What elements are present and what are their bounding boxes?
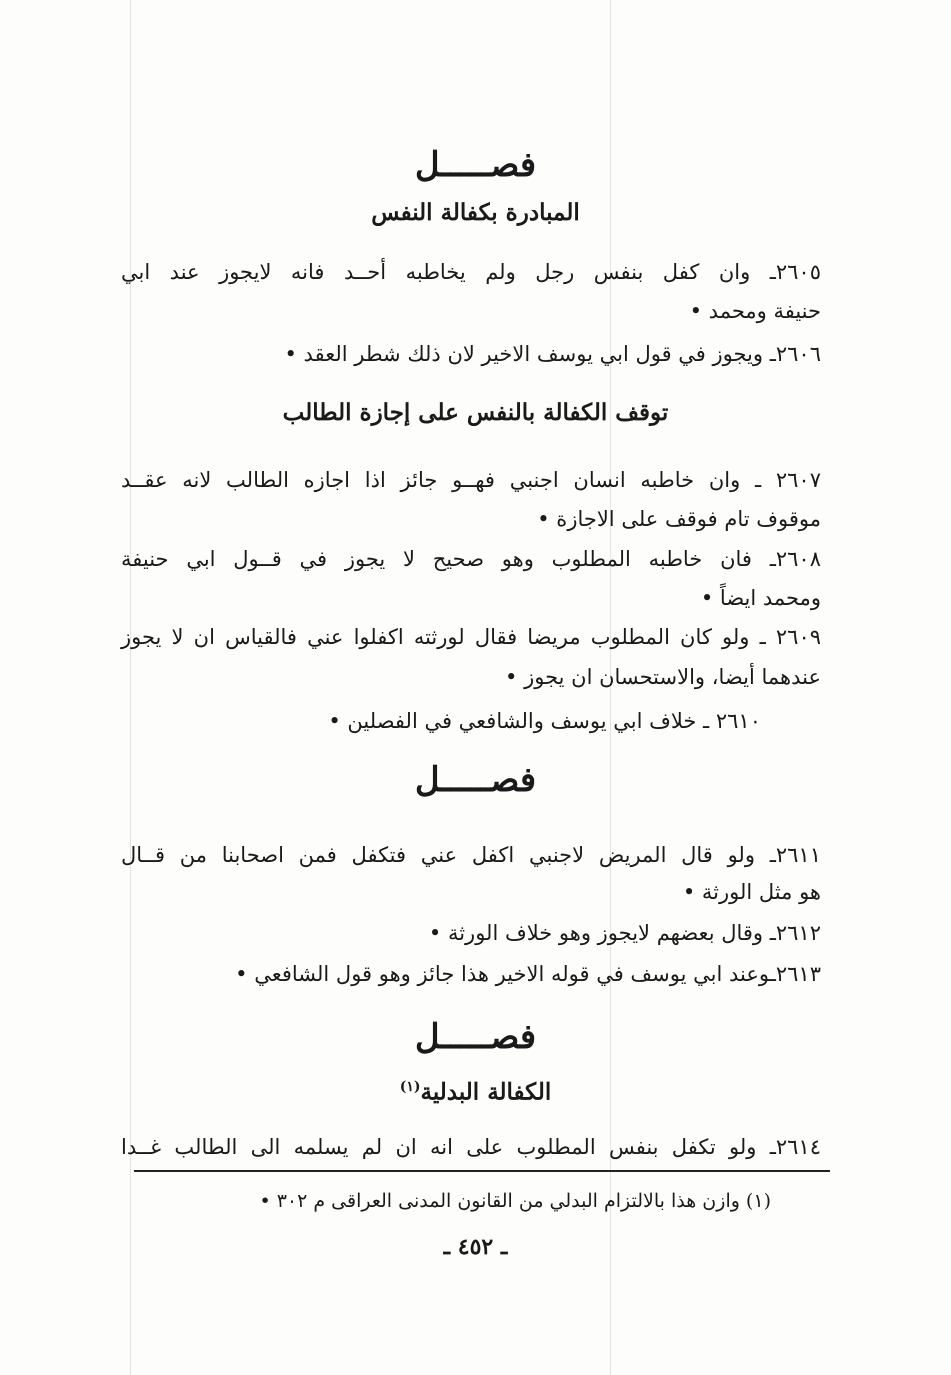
page-number: ـ ٤٥٢ ـ: [443, 1234, 508, 1260]
section-heading: توقف الكفالة بالنفس على إجازة الطالب: [282, 399, 669, 426]
section-title: فصـــــل: [414, 760, 537, 800]
footnote-divider: [134, 1170, 830, 1172]
section-title: فصـــــل: [414, 145, 537, 185]
paragraph-2614: ٢٦١٤ـ ولو تكفل بنفس المطلوب على انه ان لم يسلمه الى الطالب غــدا: [121, 1135, 821, 1159]
footnote-marker: (١): [399, 1079, 421, 1095]
paragraph-2606: ٢٦٠٦ـ ويجوز في قول ابي يوسف الاخير لان ذلك شطر العقد •: [284, 342, 821, 366]
paragraph-2612: ٢٦١٢ـ وقال بعضهم لايجوز وهو خلاف الورثة •: [428, 921, 821, 945]
paragraph-2607: ٢٦٠٧ ـ وان خاطبه انسان اجنبي فهــو جائز اذا اجازه الطالب لانه عقــد: [121, 468, 821, 492]
paragraph-2605-cont: حنيفة ومحمد •: [689, 299, 821, 323]
paragraph-2610: ٢٦١٠ ـ خلاف ابي يوسف والشافعي في الفصلين •: [328, 709, 761, 733]
section-heading: [0, 1072, 951, 1108]
paragraph-2605: ٢٦٠٥ـ وان كفل بنفس رجل ولم يخاطبه أحــد فانه لايجوز عند ابي: [121, 260, 821, 284]
paragraph-2609: ٢٦٠٩ ـ ولو كان المطلوب مريضا فقال لورثته اكفلوا عني فالقياس ان لا يجوز: [121, 625, 822, 649]
heading-text: الكفالة البدلية: [420, 1078, 552, 1106]
paragraph-2611: ٢٦١١ـ ولو قال المريض لاجنبي اكفل عني فتكفل فمن اصحابنا من قــال: [121, 843, 821, 867]
paragraph-2608-cont: ومحمد ايضاً •: [700, 586, 821, 610]
paragraph-2607-cont: موقوف تام فوقف على الاجازة •: [537, 507, 821, 531]
footnote: (١) وازن هذا بالالتزام البدلي من القانون المدنى العراقى م ٣٠٢ •: [259, 1190, 771, 1212]
section-title: فصـــــل: [414, 1017, 537, 1057]
paragraph-2609-cont: عندهما أيضا، والاستحسان ان يجوز •: [505, 665, 821, 689]
paragraph-2611-cont: هو مثل الورثة •: [682, 880, 821, 904]
paragraph-2608: ٢٦٠٨ـ فان خاطبه المطلوب وهو صحيح لا يجوز في قــول ابي حنيفة: [121, 547, 821, 571]
paragraph-2613: ٢٦١٣ـوعند ابي يوسف في قوله الاخير هذا جائز وهو قول الشافعي •: [235, 962, 821, 986]
section-heading: المبادرة بكفالة النفس: [371, 199, 580, 226]
